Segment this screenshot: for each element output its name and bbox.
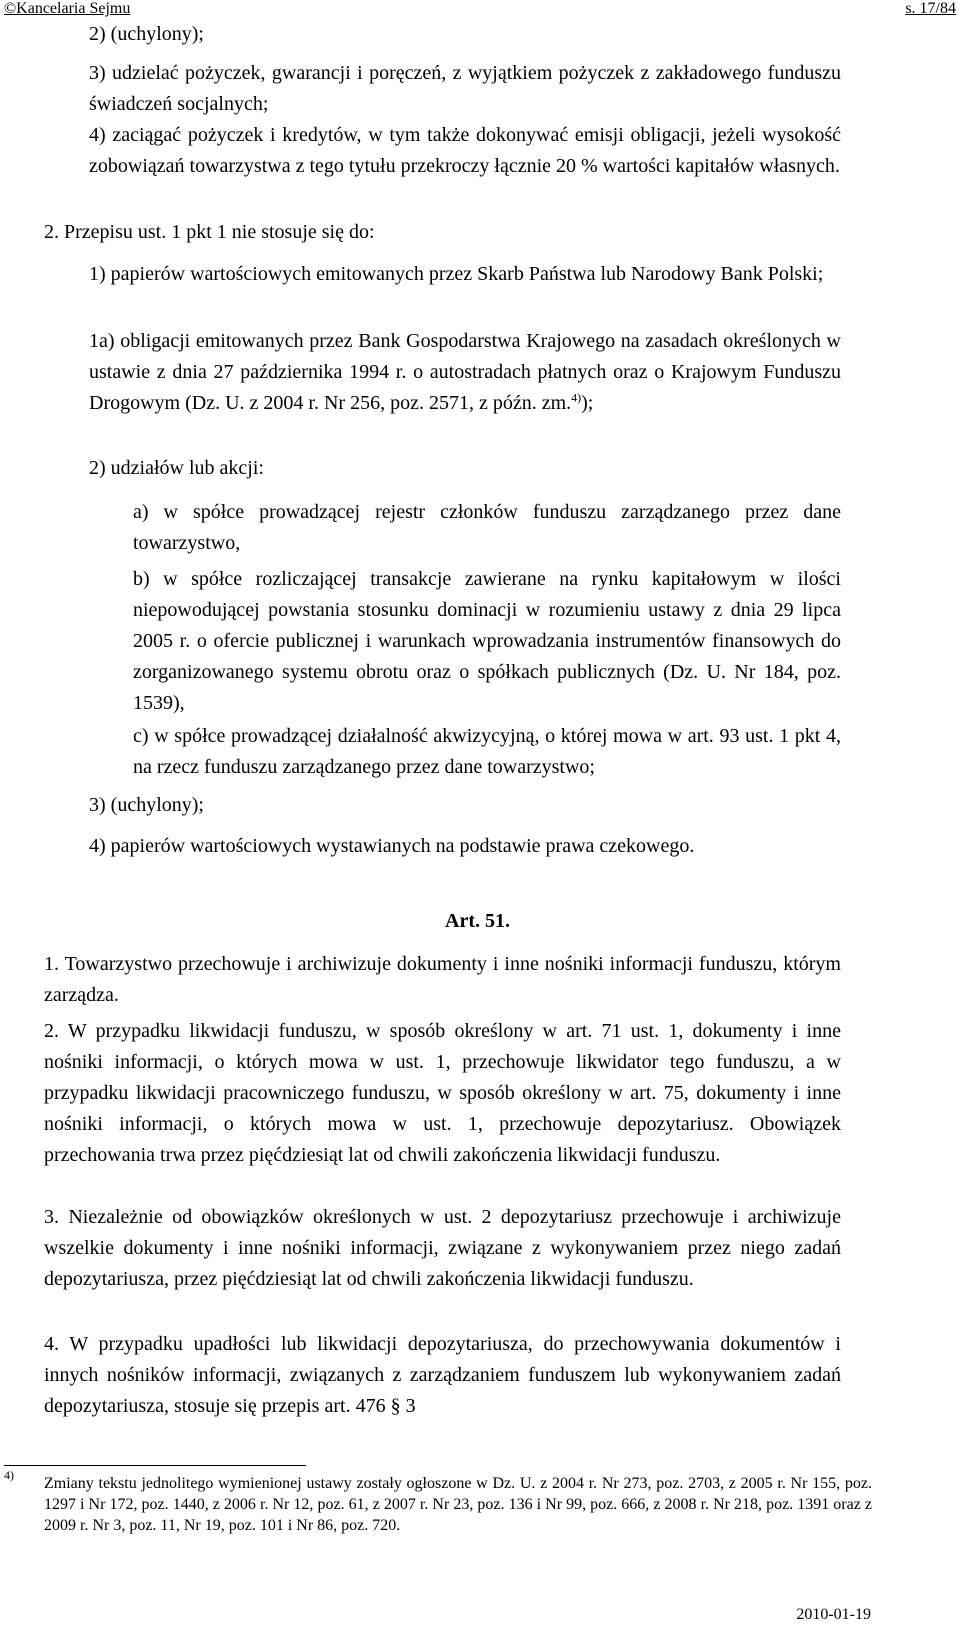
- header-copyright-link[interactable]: ©Kancelaria Sejmu: [4, 0, 131, 17]
- list-item-4-borrowing: [89, 120, 841, 182]
- footer-date: 2010-01-19: [796, 1606, 871, 1623]
- list-item-2-repealed: 2) (uchylony);: [89, 23, 204, 45]
- article-51-paragraph-3: 3. Niezależnie od obowiązków określonych w ust. 2 depozytariusz przechowuje i archiwizuje wszelkie dokumenty i inne nośniki informacji, związane z wykonywaniem przez niego zadań depozytariusza, przez pięćdziesiąt lat od chwili zakończenia likwidacji funduszu.: [44, 1206, 841, 1290]
- exception-subitem-b: b) w spółce rozliczającej transakcje zawierane na rynku kapitałowym w ilości niepowodującej powstania stosunku dominacji w rozumieniu ustawy z dnia 29 lipca 2005 r. o ofercie publicznej i warunkach wprowadzania instrumentów finansowych do zorganizowanego systemu obrotu oraz o spółkach publicznych (Dz. U. Nr 184, poz. 1539),: [133, 568, 841, 714]
- exception-item-1a-end: );: [581, 392, 594, 414]
- article-51-heading-text: Art. 51.: [445, 910, 510, 932]
- list-item-4-text: 4) zaciągać pożyczek i kredytów, w tym także dokonywać emisji obligacji, jeżeli wysokość zobowiązań towarzystwa z tego tytułu przekroczy łącznie 20 % wartości kapitałów własnych.: [89, 124, 841, 177]
- exception-item-1a: [89, 326, 841, 419]
- paragraph-2-exceptions: 2. Przepisu ust. 1 pkt 1 nie stosuje się do:: [44, 221, 375, 243]
- footnote-reference-4[interactable]: 4): [571, 390, 582, 405]
- page-header: [0, 0, 960, 18]
- exception-subitem-a: a) w spółce prowadzącej rejestr członków funduszu zarządzanego przez dane towarzystwo,: [133, 501, 841, 554]
- header-page-number: s. 17/84: [905, 0, 956, 17]
- list-item-3-loans: [89, 58, 841, 120]
- list-item-3-text: 3) udzielać pożyczek, gwarancji i poręczeń, z wyjątkiem pożyczek z zakładowego funduszu świadczeń socjalnych;: [89, 62, 841, 115]
- footnote-text: Zmiany tekstu jednolitego wymienionej ustawy zostały ogłoszone w Dz. U. z 2004 r. Nr 273, poz. 2703, z 2005 r. Nr 155, poz. 1297 i Nr 172, poz. 1440, z 2006 r. Nr 12, poz. 61, z 2007 r. Nr 23, poz. 136 i Nr 99, poz. 666, z 2008 r. Nr 218, poz. 1391 oraz z 2009 r. Nr 3, poz. 11, Nr 19, poz. 101 i Nr 86, poz. 720.: [44, 1475, 872, 1534]
- exception-item-1: 1) papierów wartościowych emitowanych przez Skarb Państwa lub Narodowy Bank Polski;: [89, 263, 824, 285]
- footnote-marker: 4): [4, 1468, 14, 1482]
- article-51-paragraph-1: 1. Towarzystwo przechowuje i archiwizuje dokumenty i inne nośniki informacji funduszu, którym zarządza.: [44, 953, 841, 1006]
- article-51-title: [0, 906, 960, 937]
- exception-item-3-repealed: 3) (uchylony);: [89, 794, 204, 816]
- exception-subitem-c: c) w spółce prowadzącej działalność akwizycyjną, o której mowa w art. 93 ust. 1 pkt 4, na rzecz funduszu zarządzanego przez dane towarzystwo;: [133, 725, 841, 778]
- article-51-paragraph-4: 4. W przypadku upadłości lub likwidacji depozytariusza, do przechowywania dokumentów i innych nośników informacji, związanych z zarządzaniem funduszem lub wykonywaniem zadań depozytariusza, stosuje się przepis art. 476 § 3: [44, 1333, 841, 1417]
- exception-item-4: 4) papierów wartościowych wystawianych na podstawie prawa czekowego.: [89, 835, 695, 857]
- exception-item-2: 2) udziałów lub akcji:: [89, 457, 264, 479]
- article-51-paragraph-2: 2. W przypadku likwidacji funduszu, w sposób określony w art. 71 ust. 1, dokumenty i inne nośniki informacji, o których mowa w ust. 1, przechowuje likwidator tego funduszu, a w przypadku likwidacji pracowniczego funduszu, w sposób określony w art. 75, dokumenty i inne nośniki informacji, o których mowa w ust. 1, przechowuje depozytariusz. Obowiązek przechowania trwa przez pięćdziesiąt lat od chwili zakończenia likwidacji funduszu.: [44, 1020, 841, 1166]
- footnote-separator: [4, 1465, 306, 1466]
- exception-item-1a-text: 1a) obligacji emitowanych przez Bank Gospodarstwa Krajowego na zasadach określonych w ustawie z dnia 27 października 1994 r. o autostradach płatnych oraz o Krajowym Funduszu Drogowym (Dz. U. z 2004 r. Nr 256, poz. 2571, z późn. zm.: [89, 330, 841, 414]
